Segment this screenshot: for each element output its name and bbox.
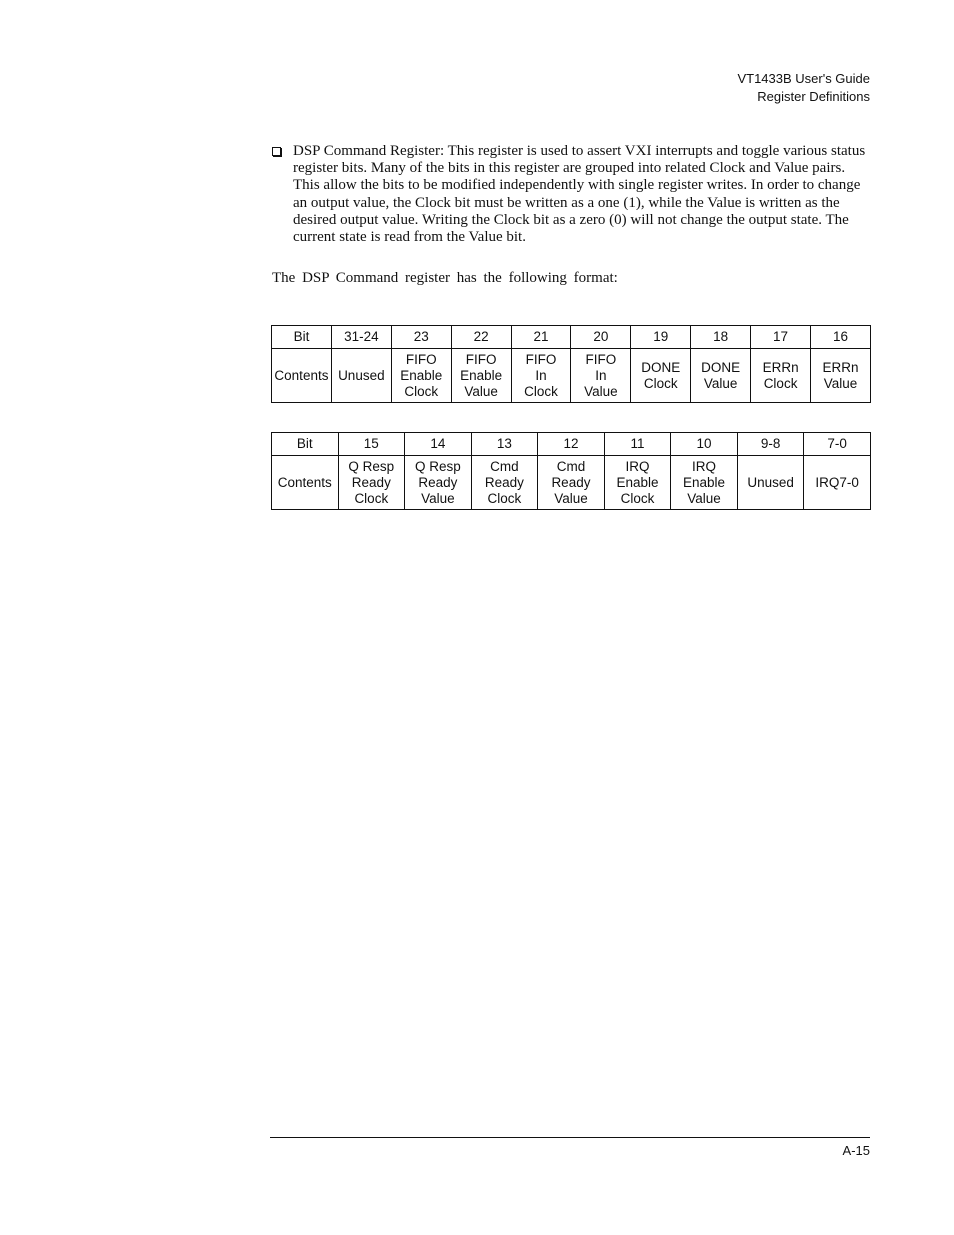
contents-cell	[538, 456, 605, 510]
cell-line: Clock	[404, 383, 439, 399]
footer-divider	[270, 1137, 870, 1138]
checkbox-bullet-icon	[272, 147, 281, 156]
running-header	[737, 70, 870, 106]
cell-line: Enable	[460, 367, 503, 383]
bit-cell: 17	[751, 326, 811, 349]
cell-line: Ready	[484, 474, 524, 490]
contents-cell	[631, 349, 691, 403]
header-section: Register Definitions	[757, 89, 870, 104]
cell-line: Enable	[616, 474, 659, 490]
cell-line: Clock	[354, 490, 389, 506]
cell-line: Q Resp	[414, 458, 461, 474]
cell-line: Clock	[643, 375, 678, 391]
contents-cell	[691, 349, 751, 403]
cell-line: Clock	[487, 490, 522, 506]
bit-cell: 10	[671, 433, 738, 456]
cell-line: ERRn	[822, 359, 859, 375]
contents-cell	[405, 456, 472, 510]
cell-line: Unused	[747, 474, 794, 490]
cell-line: IRQ	[625, 458, 650, 474]
cell-line: Cmd	[556, 458, 586, 474]
bit-cell: 13	[471, 433, 538, 456]
contents-cell	[604, 456, 671, 510]
cell-line: Value	[421, 490, 455, 506]
bit-cell: Bit	[272, 433, 339, 456]
contents-cell	[272, 349, 332, 403]
contents-cell	[338, 456, 405, 510]
cell-line: Value	[703, 375, 738, 391]
cell-line: Value	[823, 375, 858, 391]
contents-cell	[571, 349, 631, 403]
cell-line: IRQ7-0	[815, 474, 859, 490]
contents-cell	[811, 349, 871, 403]
cell-line: In	[535, 367, 547, 383]
bit-row	[272, 433, 871, 456]
bit-cell: 16	[811, 326, 871, 349]
cell-line: Enable	[683, 474, 726, 490]
contents-row	[272, 349, 871, 403]
cell-line: ERRn	[762, 359, 799, 375]
bit-cell: 11	[604, 433, 671, 456]
contents-cell	[511, 349, 571, 403]
contents-cell	[331, 349, 391, 403]
bullet-item	[272, 143, 870, 246]
cell-line: Clock	[524, 383, 558, 399]
bullet-text: DSP Command Register: This register is used to assert VXI interrupts and toggle various status register bits. Many of the bits in this register are grouped into related Clock and Value pairs. This allow the bits to be modified independently with single register writes. In order to change an output value, the Clock bit must be written as a one (1), while the Value is written as the desired output value. Writing the Clock bit as a zero (0) will not change the output state. The current state is read from the Value bit.	[293, 143, 866, 246]
register-table-low	[271, 432, 871, 510]
bit-cell: 22	[451, 326, 511, 349]
intro-paragraph: The DSP Command register has the following format:	[272, 270, 618, 286]
cell-line: FIFO	[405, 351, 437, 367]
bit-cell: 14	[405, 433, 472, 456]
bit-cell: 19	[631, 326, 691, 349]
cell-line: IRQ	[692, 458, 717, 474]
cell-line: Unused	[338, 367, 385, 383]
cell-line: FIFO	[465, 351, 497, 367]
cell-line: Contents	[277, 474, 332, 490]
cell-line: Ready	[351, 474, 391, 490]
bit-cell: 12	[538, 433, 605, 456]
cell-line: In	[595, 367, 607, 383]
bit-row	[272, 326, 871, 349]
cell-line: Clock	[763, 375, 798, 391]
bit-cell: 23	[391, 326, 451, 349]
cell-line: Q Resp	[348, 458, 395, 474]
cell-line: DONE	[701, 359, 741, 375]
cell-line: FIFO	[525, 351, 557, 367]
bit-cell: 15	[338, 433, 405, 456]
contents-cell	[471, 456, 538, 510]
contents-cell	[272, 456, 339, 510]
cell-line: Value	[584, 383, 618, 399]
cell-line: Value	[554, 490, 588, 506]
register-table-high	[271, 325, 871, 403]
contents-cell	[391, 349, 451, 403]
contents-cell	[737, 456, 804, 510]
cell-line: FIFO	[585, 351, 617, 367]
page-number: A-15	[842, 1143, 870, 1158]
bit-cell: 21	[511, 326, 571, 349]
cell-line: Cmd	[490, 458, 519, 474]
cell-line: Clock	[620, 490, 655, 506]
bit-cell: 7-0	[804, 433, 871, 456]
bit-cell: Bit	[272, 326, 332, 349]
contents-cell	[751, 349, 811, 403]
contents-cell	[671, 456, 738, 510]
bit-cell: 20	[571, 326, 631, 349]
contents-cell	[451, 349, 511, 403]
cell-line: Ready	[418, 474, 458, 490]
header-title: VT1433B User's Guide	[737, 71, 870, 86]
bit-cell: 31-24	[331, 326, 391, 349]
cell-line: Value	[464, 383, 498, 399]
cell-line: Value	[687, 490, 721, 506]
contents-cell	[804, 456, 871, 510]
bit-cell: 9-8	[737, 433, 804, 456]
contents-row	[272, 456, 871, 510]
cell-line: Ready	[551, 474, 591, 490]
bit-cell: 18	[691, 326, 751, 349]
cell-line: DONE	[641, 359, 681, 375]
cell-line: Contents	[274, 367, 329, 383]
cell-line: Enable	[400, 367, 443, 383]
